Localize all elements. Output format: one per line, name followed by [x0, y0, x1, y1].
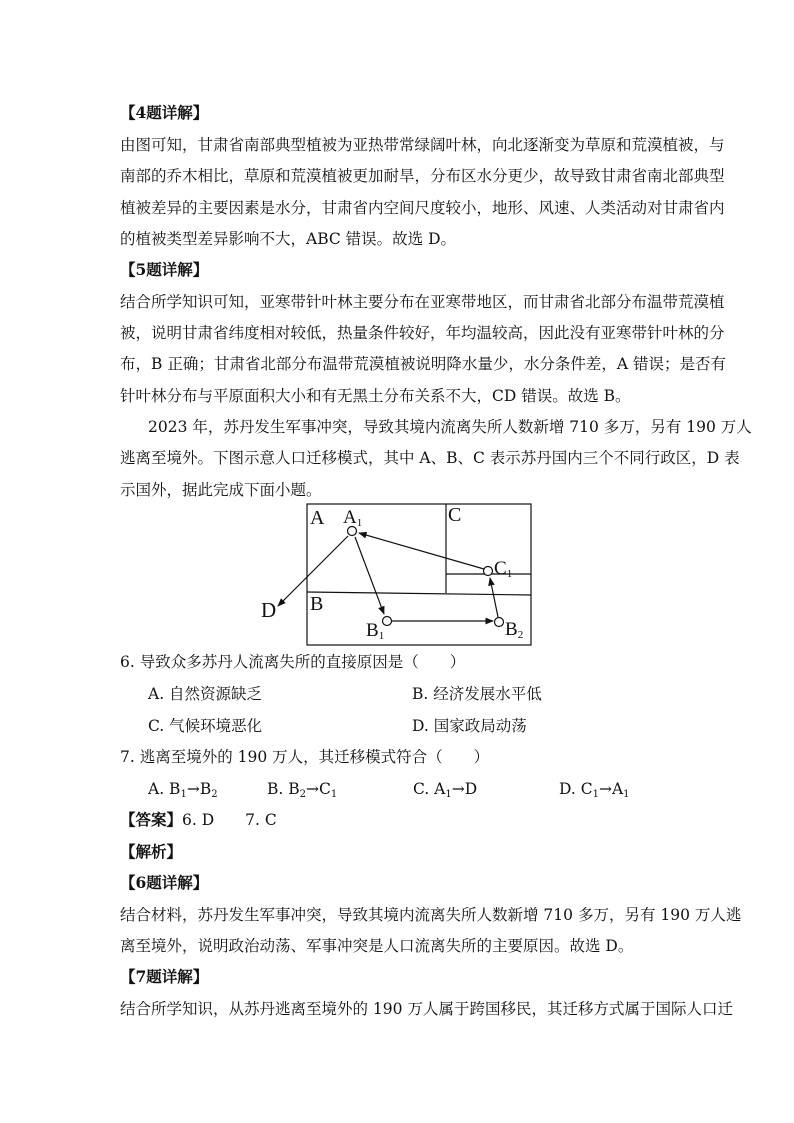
point-b1	[383, 617, 392, 626]
section-4-line-3: 植被差异的主要因素是水分，甘肃省内空间尺度较小，地形、风速、人类活动对甘肃省内	[120, 199, 725, 217]
answer-line	[120, 810, 277, 830]
intro-line-2: 逃离至境外。下图示意人口迁移模式，其中 A、B、C 表示苏丹国内三个不同行政区，D 表	[120, 449, 740, 467]
point-b1-label: B1	[366, 620, 385, 642]
analysis-label: 【解析】	[120, 842, 183, 861]
outside-d-label: D	[261, 598, 277, 622]
q6-option-a: A. 自然资源缺乏	[148, 685, 263, 703]
arrow-c1-to-a1	[359, 533, 484, 569]
q7-option-b: B. $B_2\to C_1$	[267, 780, 338, 800]
answer-label: 【答案】	[120, 810, 183, 829]
boundary-a-b	[307, 592, 531, 595]
section-5-line-3: 布，B 正确；甘肃省北部分布温带荒漠植被说明降水量少，水分条件差，A 错误；是否有	[120, 355, 726, 373]
point-c1-label: C1	[494, 558, 513, 580]
section-4-heading: 【4题详解】	[120, 103, 209, 122]
q7-option-c: C. $A_1\to D$	[413, 780, 478, 800]
point-b2	[495, 618, 504, 627]
section-7-line-1: 结合所学知识，从苏丹逃离至境外的 190 万人属于跨国移民，其迁移方式属于国际人口迁	[120, 1000, 733, 1018]
arrow-a1-to-b1	[355, 537, 384, 614]
answer-value: 6. D 7. C	[182, 811, 277, 829]
section-6-line-2: 离至境外，说明政治动荡、军事冲突是人口流离失所的主要原因。故选 D。	[120, 937, 634, 955]
point-b2-label: B2	[505, 619, 524, 641]
region-b-label: B	[310, 593, 324, 615]
arrow-b2-to-c1	[490, 578, 498, 617]
region-c-label: C	[448, 504, 462, 526]
section-6-heading: 【6题详解】	[120, 873, 209, 892]
q6-option-c: C. 气候环境恶化	[148, 717, 263, 735]
intro-line-3: 示国外，据此完成下面小题。	[120, 481, 322, 499]
region-a-label: A	[310, 507, 325, 529]
point-c1	[484, 567, 493, 576]
section-4-line-1: 由图可知，甘肃省南部典型植被为亚热带常绿阔叶林，向北逐渐变为草原和荒漠植被，与	[120, 136, 725, 154]
section-4-line-4: 的植被类型差异影响不大，ABC 错误。故选 D。	[120, 230, 457, 248]
q6-option-d: D. 国家政局动荡	[412, 717, 527, 735]
section-5-line-4: 针叶林分布与平原面积大小和有无黑土分布关系不大，CD 错误。故选 B。	[120, 387, 631, 405]
question-6-stem: 6. 导致众多苏丹人流离失所的直接原因是（ ）	[120, 653, 466, 671]
q6-option-b: B. 经济发展水平低	[412, 685, 542, 703]
migration-diagram	[255, 500, 540, 650]
q7-option-a: A. $B_1\to B_2$	[148, 780, 218, 800]
section-5-line-1: 结合所学知识可知，亚寒带针叶林主要分布在亚寒带地区，而甘肃省北部分布温带荒漠植	[120, 293, 725, 311]
intro-line-1: 2023 年，苏丹发生军事冲突，导致其境内流离失所人数新增 710 多万，另有 190 万人	[148, 418, 752, 436]
section-5-line-2: 被，说明甘肃省纬度相对较低，热量条件较好，年均温较高，因此没有亚寒带针叶林的分	[120, 324, 725, 342]
section-4-line-2: 南部的乔木相比，草原和荒漠植被更加耐旱，分布区水分更少，故导致甘肃省南北部典型	[120, 167, 725, 185]
section-6-line-1: 结合材料，苏丹发生军事冲突，导致其境内流离失所人数新增 710 多万，另有 190 万人逃	[120, 906, 742, 924]
point-a1-label: A1	[343, 507, 363, 529]
section-5-heading: 【5题详解】	[120, 260, 209, 279]
section-7-heading: 【7题详解】	[120, 967, 209, 986]
q7-option-d: D. $C_1\to A_1$	[559, 780, 630, 800]
question-7-stem: 7. 逃离至境外的 190 万人，其迁移模式符合（ ）	[120, 748, 490, 766]
